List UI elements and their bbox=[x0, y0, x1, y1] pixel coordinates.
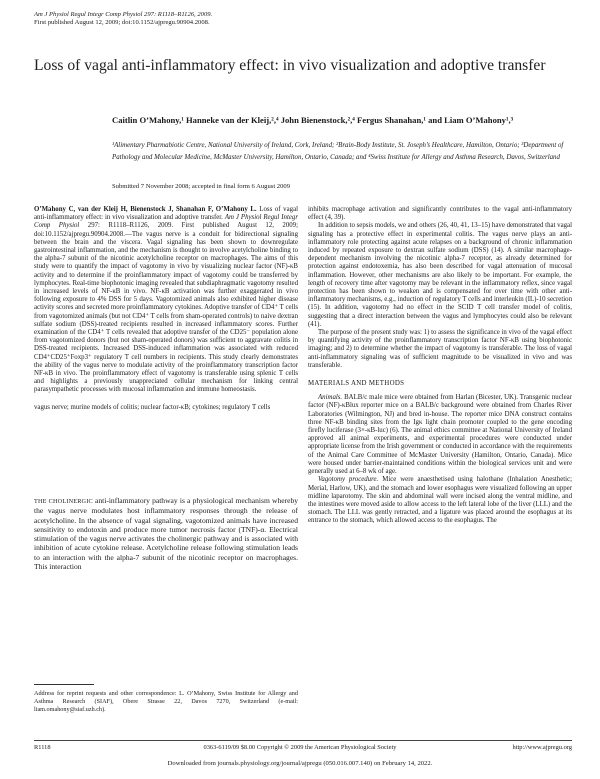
footnote-rule bbox=[34, 684, 94, 685]
subsection-lead: Vagotomy procedure. bbox=[318, 476, 379, 484]
abstract-citation-rest: 297: R1118–R1126, 2009. First published August 12, 2009; doi:10.1152/ajpregu.90904.2008.— bbox=[34, 222, 299, 238]
first-published: First published August 12, 2009; doi:10.1152/ajpregu.90904.2008. bbox=[34, 19, 210, 27]
intro-lead: THE CHOLINERGIC bbox=[34, 498, 93, 505]
section-heading: MATERIALS AND METHODS bbox=[308, 380, 405, 388]
abstract-citation-authors: O’Mahony C, van der Kleij H, Bienenstock J, Shanahan F, O’Mahony L. bbox=[34, 206, 257, 213]
journal-citation: Am J Physiol Regul Integr Comp Physiol 297: R1118–R1126, 2009. bbox=[34, 11, 213, 18]
abstract-citation-title: Loss of vagal anti-inflammatory effect: in vivo visualization and adoptive transfer. bbox=[34, 206, 299, 222]
paragraph bbox=[308, 394, 572, 476]
paragraph: The purpose of the present study was: 1) to assess the significance in vivo of the vagal effect by quantifying activity of the proinflammatory transcription factor NF-κB using biophotonic imaging; and 2) to determine whether the impact of vagotomy is transferable. The loss of vagal anti-inflammatory signaling was of sufficient magnitude to be visualized in vivo and was transferable. bbox=[308, 329, 572, 369]
right-column bbox=[308, 206, 572, 526]
abstract-column bbox=[34, 206, 298, 412]
abstract-citation-journal: Am J Physiol Regul Integr Comp Physiol bbox=[34, 214, 298, 230]
paragraph-text: Mice were anaesthetised using halothane (Inhalation Anesthetic; Merial, Harlow, UK), and the stomach and lower esophagus were visualized following an upper midline laparotomy. The skin and abdominal wall were incised along the ventral midline, and the intestines were moved aside to allow access to the left lateral lobe of the liver (LLL) and the stomach. The LLL was gently retracted, and a ligature was placed around the esophagus at its entrance to the stomach, which allowed access to the esophagus. The bbox=[308, 476, 573, 525]
footer-rule bbox=[34, 740, 572, 741]
article-title: Loss of vagal anti-inflammatory effect: in vivo visualization and adoptive transfer bbox=[34, 57, 546, 74]
abstract bbox=[34, 206, 298, 395]
copyright: 0363-6119/09 $8.00 Copyright © 2009 the American Physiological Society bbox=[203, 744, 397, 751]
paragraph-text: BALB/c male mice were obtained from Harlan (Bicester, UK). Transgenic nuclear factor (NF)-κBlux reporter mice on a BALB/c background were obtained from Charles River Laboratories (Wilmington, NJ) and bred in-house. The reporter mice DNA construct contains three NF-κB binding sites from the Igκ light chain promoter coupled to the gene encoding firefly luciferase (3×-κB-luc) (6). The animal ethics committee at National University of Ireland approved all animal experiments, and experimental procedures were conducted under appropriate license from the Irish government or conducted in accordance with the requirements of the Animal Care Committee of McMaster University (Hamilton, Ontario, Canada). Mice were housed under barrier-maintained conditions within the biological services unit and were generally used at 6–8 wk of age. bbox=[308, 394, 572, 476]
journal-header bbox=[34, 11, 334, 28]
submission-dates: Submitted 7 November 2008; accepted in final form 6 August 2009 bbox=[112, 183, 290, 190]
intro-text: anti-inflammatory pathway is a physiological mechanism whereby the vagus nerve modulates host inflammatory responses through the release of acetylcholine. In the absence of vagal signaling, vagotomized animals have increased sensitivity to endotoxin and produce more tumor necrosis factor (TNF)-α. Electrical stimulation of the vagus nerve activates the cholinergic pathway and is associated with inhibition of acute cytokine release. Acetylcholine release following stimulation leads to an interaction with the alpha-7 subunit of the nicotinic receptor on macrophages. This interaction bbox=[34, 496, 298, 572]
subsection-lead: Animals. bbox=[318, 394, 343, 402]
keywords: vagus nerve; murine models of colitis; nuclear factor-κB; cytokines; regulatory T cells bbox=[34, 403, 271, 411]
page-number: R1118 bbox=[34, 744, 51, 751]
paragraph bbox=[308, 476, 572, 525]
abstract-text: The vagus nerve is a conduit for bidirectional signaling between the brain and the viscera. Vagal signaling has been shown to downregulate gastrointestinal inflammation, and the mechanism is thought to involve acetylcholine binding to the alpha-7 subunit of the nicotinic acetylcholine receptor on macrophages. The aims of this study were to quantify the impact of vagotomy in vivo by visualizing nuclear factor (NF)-κB activity and to determine if the proinflammatory impact of vagotomy could be transferred by lymphocytes. Real-time biophotonic imaging revealed that subdiaphragmatic vagotomy resulted in increased levels of NF-κB in vivo. NF-κB activation was further exaggerated in vivo following exposure to 4% DSS for 5 days. Vagotomized animals also exhibited higher disease activity scores and secreted more proinflammatory cytokines. Adoptive transfer of CD4⁺ T cells from vagotomized animals (but not CD4⁺ T cells from sham-operated controls) to naive dextran sulfate sodium (DSS)-treated recipients resulted in increased inflammatory scores. Further examination of the CD4⁺ T cells revealed that adoptive transfer of the CD25⁻ population alone from vagotomized donors (but not sham-operated donors) was sufficient to aggravate colitis in DSS-treated recipients. Increased DSS-induced inflammation was associated with reduced CD4⁺CD25⁺Foxp3⁺ regulatory T cell numbers in recipients. This study clearly demonstrates the ability of the vagus nerve to modulate activity of the proinflammatory transcription factor NF-κB in vivo. The proinflammatory effect of vagotomy is transferable using splenic T cells and highlights a previously unappreciated cellular mechanism for linking central parasympathetic processes with mucosal inflammation and immune homeostasis. bbox=[34, 230, 298, 394]
correspondence-footnote: Address for reprint requests and other correspondence: L. O’Mahony, Swiss Institute for Allergy and Asthma Research (SIAF), Obere Strasse 22, Davos 7270, Switzerland (e-mail: liam.omahony@siaf.uzh.ch). bbox=[34, 690, 298, 713]
introduction bbox=[34, 496, 298, 571]
paragraph: In addition to sepsis models, we and others (26, 40, 41, 13–15) have demonstrated that vagal signaling has a protective effect in experimental colitis. The vagus nerve plays an anti-inflammatory role protecting against acute relapses on a background of chronic inflammation induced by repeated exposure to dextran sulfate sodium (DSS) (14). A similar macrophage-dependent mechanism involving the nicotinic alpha-7 receptor, as already determined for protection against endotoxemia, has also been described for vagal attenuation of mucosal inflammation. However, other mechanisms are also likely to be important. For example, the length of recovery time after vagotomy may be relevant in the inflammatory reflex, since vagal protection has been shown to weaken and is compensated for over time with other anti-inflammatory mechanisms, e.g., induction of regulatory T cells and interleukin (IL)-10 secretion (15). In addition, vagotomy had no effect in the SCID T cell transfer model of colitis, suggesting that a direct interaction between the vagus and lymphocytes could also be relevant (41). bbox=[308, 222, 572, 328]
author-list: Caitlin O’Mahony,¹ Hanneke van der Kleij,²,⁴ John Bienenstock,²,⁴ Fergus Shanahan,¹ and Liam O’Mahony¹,³ bbox=[112, 115, 514, 125]
journal-url[interactable]: http://www.ajpregu.org bbox=[512, 744, 572, 751]
download-notice: Downloaded from journals.physiology.org/journal/ajpregu (050.016.007.140) on February 14, 2022. bbox=[167, 760, 433, 767]
affiliations: ¹Alimentary Pharmabiotic Centre, National University of Ireland, Cork, Ireland; ²Brain-Body Institute, St. Joseph’s Healthcare, Hamilton, Ontario; ³Department of Pathology and Molecular Medicine, McMaster University, Hamilton, Ontario, Canada; and ⁴Swiss Institute for Allergy and Asthma Research, Davos, Switzerland bbox=[112, 142, 564, 161]
paragraph: inhibits macrophage activation and significantly contributes to the vagal anti-inflammatory effect (4, 39). bbox=[308, 206, 572, 222]
